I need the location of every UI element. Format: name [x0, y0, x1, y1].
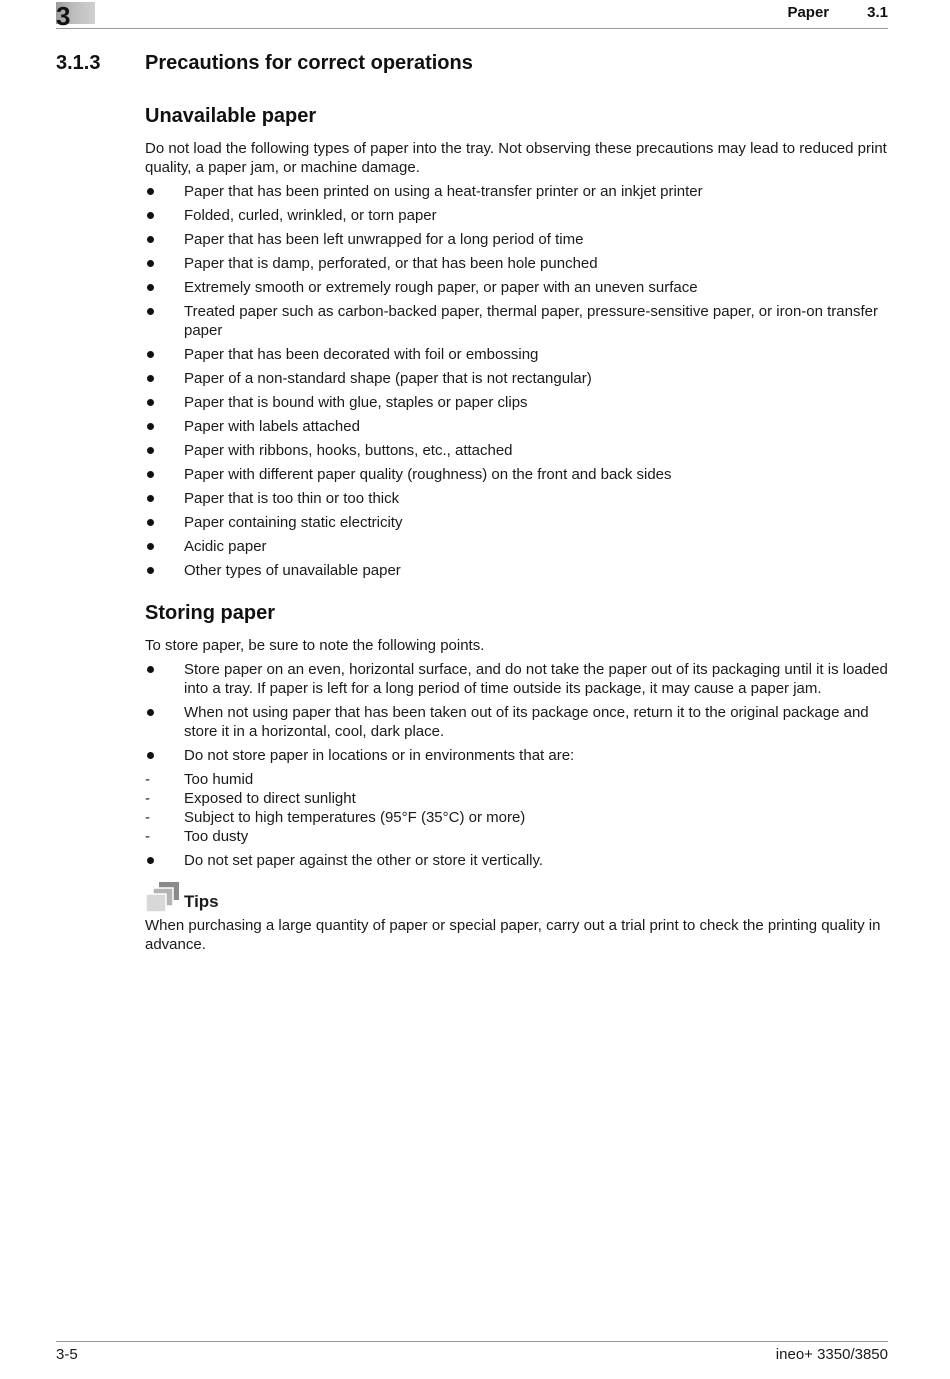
list-item: Paper that is too thin or too thick [145, 489, 890, 508]
header-divider [56, 28, 888, 29]
section-title: Precautions for correct operations [145, 52, 473, 74]
unavailable-paper-section [145, 104, 890, 580]
tips-text: When purchasing a large quantity of paper or special paper, carry out a trial print to check the printing quality in advance. [145, 917, 881, 953]
section-heading [56, 52, 473, 75]
list-item: Paper containing static electricity [145, 513, 890, 532]
running-header-title: Paper [787, 4, 830, 21]
list-item: Paper with labels attached [145, 417, 890, 436]
product-model: ineo+ 3350/3850 [775, 1346, 888, 1363]
storing-paper-list-final [145, 851, 890, 870]
list-item: Paper that is bound with glue, staples or paper clips [145, 393, 890, 412]
page-number: 3-5 [56, 1346, 78, 1363]
list-item: Paper with ribbons, hooks, buttons, etc., attached [145, 441, 890, 460]
list-item: Folded, curled, wrinkled, or torn paper [145, 206, 890, 225]
list-item: Extremely smooth or extremely rough paper, or paper with an uneven surface [145, 278, 890, 297]
list-item: Do not set paper against the other or store it vertically. [145, 851, 890, 870]
list-item: Paper with different paper quality (roughness) on the front and back sides [145, 465, 890, 484]
list-item: Paper that is damp, perforated, or that has been hole punched [145, 254, 890, 273]
list-item: Other types of unavailable paper [145, 561, 890, 580]
tips-pages-icon [145, 881, 183, 913]
list-item: - Exposed to direct sunlight [145, 789, 890, 808]
storing-paper-heading: Storing paper [145, 602, 276, 624]
list-item: Acidic paper [145, 537, 890, 556]
list-item: Store paper on an even, horizontal surface, and do not take the paper out of its packaging until it is loaded into a tray. If paper is left for a long period of time outside its package, it may cause a paper jam. [145, 660, 890, 698]
list-item: - Too dusty [145, 827, 890, 846]
running-header-number: 3.1 [867, 4, 888, 21]
storage-conditions-list [145, 770, 890, 846]
tips-box [145, 883, 890, 954]
list-item: Paper that has been left unwrapped for a long period of time [145, 230, 890, 249]
unavailable-paper-intro: Do not load the following types of paper into the tray. Not observing these precautions may lead to reduced print quality, a paper jam, or machine damage. [145, 140, 887, 176]
footer-divider [56, 1341, 888, 1342]
list-item: Paper that has been printed on using a heat-transfer printer or an inkjet printer [145, 182, 890, 201]
tips-label: Tips [184, 892, 219, 911]
storing-paper-list [145, 660, 890, 765]
running-header [787, 4, 888, 21]
list-item: Treated paper such as carbon-backed paper, thermal paper, pressure-sensitive paper, or iron-on transfer paper [145, 302, 890, 340]
list-item: - Too humid [145, 770, 890, 789]
unavailable-paper-list [145, 182, 890, 580]
list-item: When not using paper that has been taken out of its package once, return it to the original package and store it in a horizontal, cool, dark place. [145, 703, 890, 741]
section-number: 3.1.3 [56, 52, 101, 74]
unavailable-paper-heading: Unavailable paper [145, 105, 317, 127]
list-item: - Subject to high temperatures (95°F (35°C) or more) [145, 808, 890, 827]
storing-paper-section [145, 601, 890, 870]
list-item: Paper that has been decorated with foil or embossing [145, 345, 890, 364]
list-item: Paper of a non-standard shape (paper that is not rectangular) [145, 369, 890, 388]
storing-paper-intro: To store paper, be sure to note the following points. [145, 637, 485, 654]
chapter-number: 3 [56, 1, 71, 31]
tips-header [145, 883, 890, 913]
list-item: Do not store paper in locations or in environments that are: [145, 746, 890, 765]
